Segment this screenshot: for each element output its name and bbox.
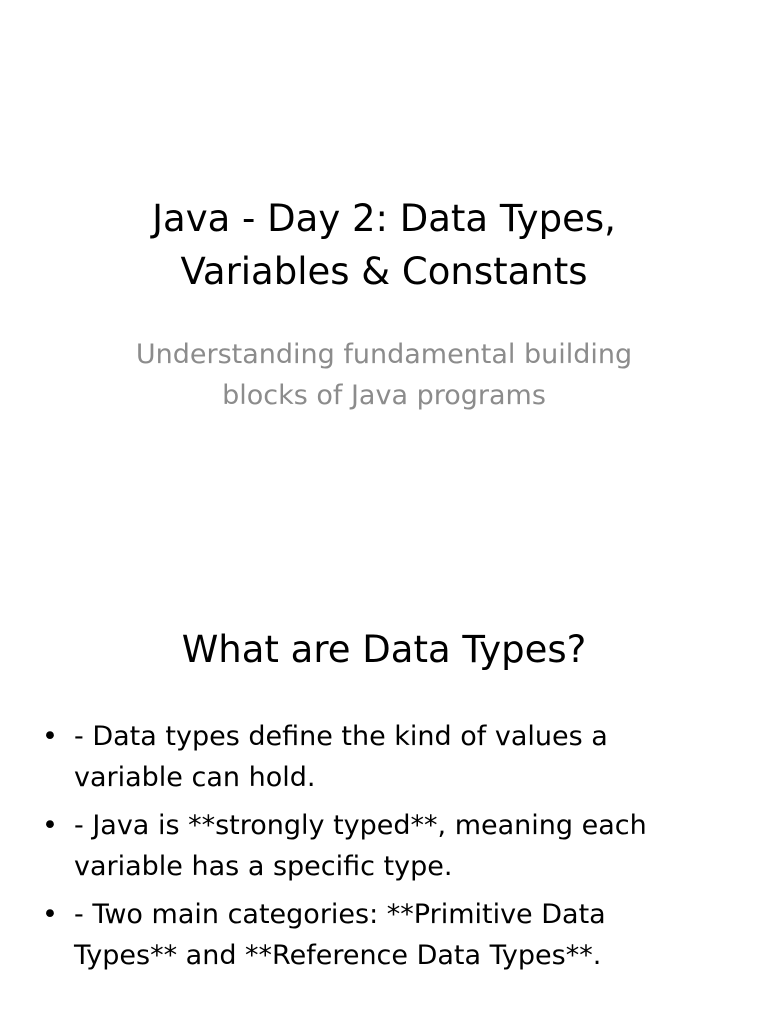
- slide-subtitle-line-1: Understanding fundamental building: [135, 339, 633, 370]
- bullet-item: [40, 716, 730, 798]
- bullet-line: variable has a specific type.: [74, 851, 453, 882]
- slide-title: [0, 192, 768, 298]
- bullet-text: [74, 805, 730, 887]
- bullet-icon: •: [42, 899, 58, 930]
- bullet-item: [40, 894, 730, 976]
- bullet-text: [74, 894, 730, 976]
- slide-subtitle: [0, 334, 768, 416]
- section-heading: What are Data Types?: [181, 628, 587, 671]
- bullet-item: [40, 805, 730, 887]
- bullet-line: - Data types define the kind of values a: [74, 721, 608, 752]
- bullet-line: - Two main categories: **Primitive Data: [74, 899, 606, 930]
- bullet-line: variable can hold.: [74, 762, 316, 793]
- bullet-line: Types** and **Reference Data Types**.: [74, 940, 602, 971]
- slide-title-line-2: Variables & Constants: [180, 250, 588, 293]
- bullet-line: - Java is **strongly typed**, meaning each: [74, 810, 647, 841]
- bullet-text: [74, 716, 730, 798]
- bullet-list: [40, 716, 730, 983]
- bullet-icon: •: [42, 721, 58, 752]
- slide-title-line-1: Java - Day 2: Data Types,: [152, 197, 616, 240]
- bullet-icon: •: [42, 810, 58, 841]
- slide-subtitle-line-2: blocks of Java programs: [222, 380, 546, 411]
